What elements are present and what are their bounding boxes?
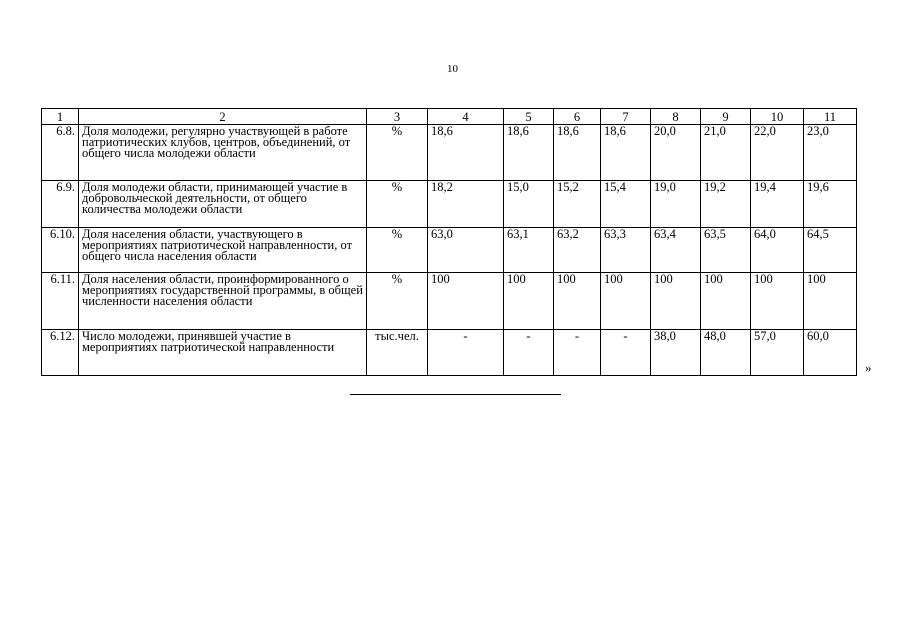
value-cell: 100 [751, 273, 804, 330]
value-cell: 20,0 [651, 125, 701, 181]
row-description: Доля молодежи, регулярно участвующей в работе патриотических клубов, центров, объединений, от общего числа молодежи области [79, 125, 367, 181]
value-cell: 100 [651, 273, 701, 330]
value-cell: 18,6 [601, 125, 651, 181]
value-cell: 19,0 [651, 181, 701, 228]
value-cell: 63,5 [701, 228, 751, 273]
value-cell: 100 [804, 273, 857, 330]
column-header: 8 [651, 109, 701, 125]
row-unit: % [367, 273, 428, 330]
value-cell: 18,2 [428, 181, 504, 228]
value-cell: 18,6 [504, 125, 554, 181]
value-cell: 48,0 [701, 330, 751, 376]
indicators-table [41, 108, 857, 376]
row-number: 6.10. [42, 228, 79, 273]
table-row [42, 330, 857, 376]
value-cell: 63,0 [428, 228, 504, 273]
value-cell: 18,6 [554, 125, 601, 181]
column-header: 6 [554, 109, 601, 125]
column-header: 10 [751, 109, 804, 125]
column-header: 1 [42, 109, 79, 125]
value-cell: 100 [554, 273, 601, 330]
value-cell: 100 [701, 273, 751, 330]
column-header: 4 [428, 109, 504, 125]
value-cell: 19,4 [751, 181, 804, 228]
table-row [42, 273, 857, 330]
table-row [42, 125, 857, 181]
value-cell: 18,6 [428, 125, 504, 181]
row-number: 6.9. [42, 181, 79, 228]
column-header: 9 [701, 109, 751, 125]
value-cell: 63,1 [504, 228, 554, 273]
column-header: 11 [804, 109, 857, 125]
value-cell: - [428, 330, 504, 376]
value-cell: 100 [601, 273, 651, 330]
value-cell: - [554, 330, 601, 376]
row-description: Доля населения области, участвующего в мероприятиях патриотической направленности, от общего числа населения области [79, 228, 367, 273]
table-row [42, 228, 857, 273]
value-cell: 15,0 [504, 181, 554, 228]
column-header: 5 [504, 109, 554, 125]
table-header-row [42, 109, 857, 125]
value-cell: 64,5 [804, 228, 857, 273]
row-description: Доля населения области, проинформированного о мероприятиях государственной программы, в общей численности населения области [79, 273, 367, 330]
value-cell: 100 [428, 273, 504, 330]
value-cell: 15,4 [601, 181, 651, 228]
row-description: Доля молодежи области, принимающей участие в добровольческой деятельности, от общего количества молодежи области [79, 181, 367, 228]
column-header: 3 [367, 109, 428, 125]
value-cell: 19,6 [804, 181, 857, 228]
row-unit: % [367, 125, 428, 181]
value-cell: 23,0 [804, 125, 857, 181]
value-cell: 63,2 [554, 228, 601, 273]
value-cell: 57,0 [751, 330, 804, 376]
value-cell: 63,4 [651, 228, 701, 273]
value-cell: - [504, 330, 554, 376]
row-description: Число молодежи, принявшей участие в мероприятиях патриотической направленности [79, 330, 367, 376]
value-cell: 64,0 [751, 228, 804, 273]
section-divider [350, 394, 561, 395]
row-unit: % [367, 228, 428, 273]
value-cell: 19,2 [701, 181, 751, 228]
row-number: 6.8. [42, 125, 79, 181]
value-cell: - [601, 330, 651, 376]
value-cell: 100 [504, 273, 554, 330]
table-row [42, 181, 857, 228]
row-number: 6.11. [42, 273, 79, 330]
page-number: 10 [447, 63, 458, 75]
value-cell: 38,0 [651, 330, 701, 376]
row-unit: % [367, 181, 428, 228]
value-cell: 63,3 [601, 228, 651, 273]
value-cell: 60,0 [804, 330, 857, 376]
row-unit: тыс.чел. [367, 330, 428, 376]
value-cell: 21,0 [701, 125, 751, 181]
column-header: 2 [79, 109, 367, 125]
row-number: 6.12. [42, 330, 79, 376]
column-header: 7 [601, 109, 651, 125]
value-cell: 15,2 [554, 181, 601, 228]
closing-quote: » [865, 360, 872, 375]
value-cell: 22,0 [751, 125, 804, 181]
